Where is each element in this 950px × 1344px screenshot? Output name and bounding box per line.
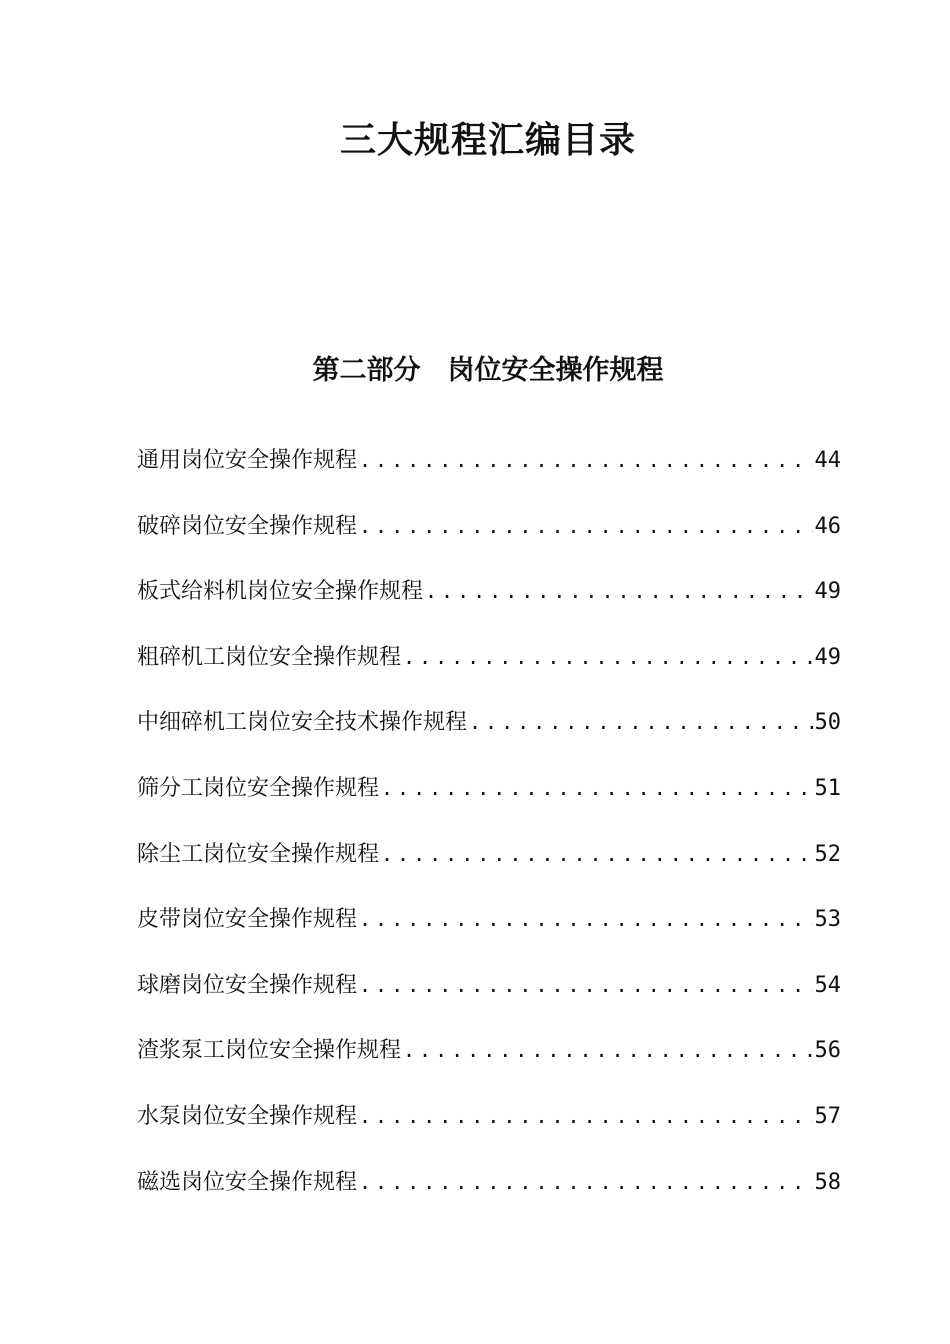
toc-entry[interactable] [137, 963, 841, 1029]
toc-entry-label: 渣浆泵工岗位安全操作规程 [137, 1038, 402, 1064]
toc-entry-label: 筛分工岗位安全操作规程 [137, 775, 380, 801]
toc-entry[interactable] [137, 1160, 841, 1226]
table-of-contents [137, 438, 841, 1225]
toc-entry-page: 54 [814, 972, 841, 998]
toc-leader-dots [379, 832, 812, 876]
toc-entry[interactable] [137, 438, 841, 504]
toc-entry-label: 粗碎机工岗位安全操作规程 [137, 644, 402, 670]
toc-leader-dots [357, 504, 812, 548]
toc-entry[interactable] [137, 766, 841, 832]
toc-leader-dots [423, 569, 812, 613]
toc-entry-label: 水泵岗位安全操作规程 [137, 1103, 358, 1129]
toc-entry-page: 46 [814, 513, 841, 539]
toc-entry[interactable] [137, 897, 841, 963]
toc-leader-dots [379, 766, 812, 810]
toc-entry-page: 49 [814, 579, 841, 605]
toc-entry-label: 中细碎机工岗位安全技术操作规程 [137, 710, 468, 736]
toc-entry[interactable] [137, 700, 841, 766]
toc-leader-dots [401, 1028, 812, 1072]
toc-leader-dots [401, 635, 812, 679]
toc-entry-label: 破碎岗位安全操作规程 [137, 513, 358, 539]
toc-entry-page: 58 [814, 1169, 841, 1195]
section-title: 第二部分 岗位安全操作规程 [312, 355, 664, 386]
toc-leader-dots [357, 897, 812, 941]
toc-entry-page: 52 [814, 841, 841, 867]
toc-entry-page: 49 [814, 644, 841, 670]
toc-entry[interactable] [137, 569, 841, 635]
toc-leader-dots [357, 1094, 812, 1138]
toc-entry-label: 通用岗位安全操作规程 [137, 448, 358, 473]
toc-entry-page: 57 [814, 1103, 841, 1129]
toc-entry[interactable] [137, 1028, 841, 1094]
toc-leader-dots [467, 700, 812, 744]
toc-entry[interactable] [137, 504, 841, 570]
toc-entry-label: 球磨岗位安全操作规程 [137, 972, 358, 998]
toc-entry-page: 53 [814, 907, 841, 933]
toc-entry[interactable] [137, 1094, 841, 1160]
toc-leader-dots [357, 438, 812, 482]
document-title: 三大规程汇编目录 [339, 120, 636, 161]
toc-entry[interactable] [137, 832, 841, 898]
toc-leader-dots [357, 1160, 812, 1204]
toc-leader-dots [357, 963, 812, 1007]
toc-entry-label: 皮带岗位安全操作规程 [137, 907, 358, 933]
toc-entry-page: 50 [814, 710, 841, 736]
toc-entry-label: 磁选岗位安全操作规程 [137, 1169, 358, 1195]
toc-entry-page: 51 [814, 775, 841, 801]
toc-entry[interactable] [137, 635, 841, 701]
toc-entry-page: 44 [814, 448, 841, 473]
toc-entry-label: 除尘工岗位安全操作规程 [137, 841, 380, 867]
toc-entry-page: 56 [814, 1038, 841, 1064]
toc-entry-label: 板式给料机岗位安全操作规程 [137, 579, 424, 605]
